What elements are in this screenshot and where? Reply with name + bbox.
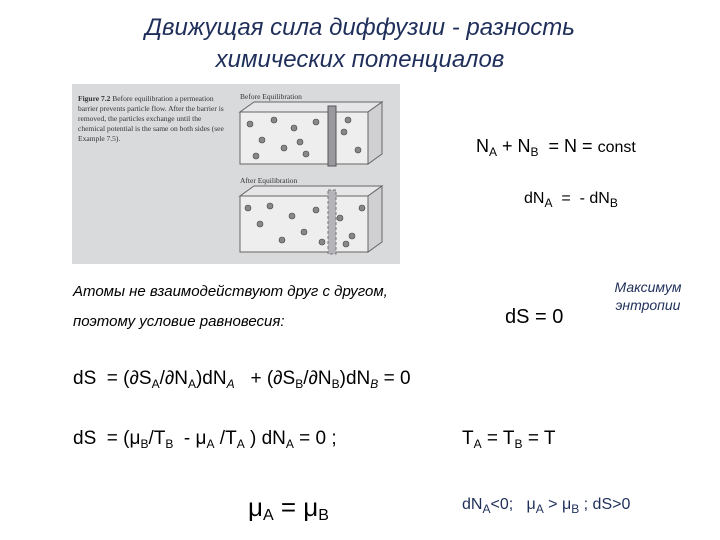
eq-result: $dN_A<0$; $\mu_A > \mu_B$ ; dS>0 — [462, 496, 631, 516]
eq-temperature: $T_A = T_B = T$ — [462, 428, 556, 451]
figure-caption: Figure 7.2 Before equilibration a permeation barrier prevents particle flow. After the barrier is removed, the particles exchange until the chemical potential is the same on both sides (see Example 7.5). — [78, 94, 224, 143]
condition-line-1: Атомы не взаимодействуют друг с другом, — [73, 283, 388, 300]
permeation-barrier — [328, 106, 336, 166]
eq-ds-partial: dS = $(\partial S_A/\partial N_A)dN_A + (\partial S_B/\partial N_B)dN_B = 0$ — [73, 368, 411, 391]
eq-ds-mu: dS = ($\mu_B/T_B - \mu_A$ $/T_A$ ) $dN_A = 0$ ; — [73, 428, 337, 451]
max-entropy-note: Максимум энтропии — [614, 279, 682, 313]
equilibration-figure — [72, 84, 400, 264]
condition-line-2: поэтому условие равновесия: — [73, 313, 285, 330]
slide-title-line-1: Движущая сила диффузии - разность — [145, 14, 575, 41]
eq-constraint: $N_A + N_B = N$ = const — [476, 136, 636, 159]
after-label: After Equilibration — [240, 176, 298, 185]
before-label: Before Equilibration — [240, 92, 302, 101]
before-box — [240, 102, 382, 166]
slide-title-line-2: химических потенциалов — [215, 46, 505, 73]
eq-mu-equal: $\mu_A = \mu_B$ — [248, 492, 329, 524]
eq-dn: $dN_A$ = - $dN_B$ — [524, 190, 618, 210]
eq-ds-zero: dS = 0 — [505, 306, 564, 328]
after-box — [240, 186, 382, 254]
